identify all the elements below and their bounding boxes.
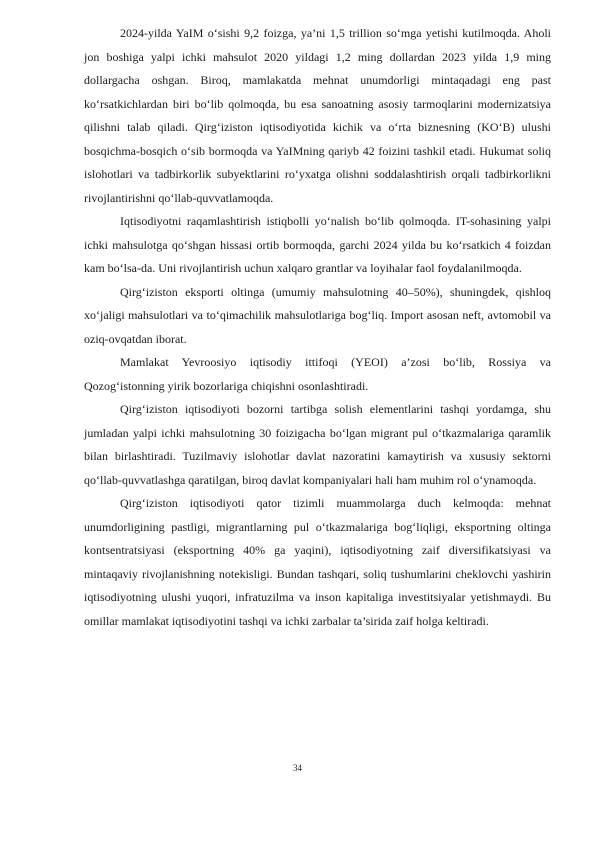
paragraph-eaeu-membership: Mamlakat Yevroosiyo iqtisodiy ittifoqi (YEOI) a’zosi bo‘lib, Rossiya va Qozog‘istonning yirik bozorlariga chiqishni osonlashtiradi.: [84, 355, 551, 393]
paragraph-digitalization: Iqtisodiyotni raqamlashtirish istiqbolli yo‘nalish bo‘lib qolmoqda. IT-sohasining yalpi ichki mahsulotga qo‘shgan hissasi ortib bormoqda, garchi 2024 yilda bu ko‘rsatkich 4 foizdan kam bo‘lsa-da. Uni rivojlantirish uchun xalqaro grantlar va loyihalar faol foydalanilmoqda.: [84, 214, 551, 275]
paragraph-exports: Qirg‘iziston eksporti oltinga (umumiy mahsulotning 40–50%), shuningdek, qishloq xo‘jaligi mahsulotlari va to‘qimachilik mahsulotlariga bog‘liq. Import asosan neft, avtomobil va oziq-ovqatdan iborat.: [84, 284, 551, 346]
paragraph-gdp-growth: 2024-yilda YaIM o‘sishi 9,2 foizga, ya’ni 1,5 trillion so‘mga yetishi kutilmoqda. Aholi jon boshiga yalpi ichki mahsulot 2020 yildagi 1,2 ming dollardan 2023 yilda 1,9 ming dollargacha oshgan. Biroq, mamlakatda mehnat unumdorligi mintaqadagi eng past ko‘rsatkichlardan biri bo‘lib qolmoqda, bu esa sanoatning asosiy tarmoqlarini modernizatsiya qilishni talab qiladi. Qirg‘iziston iqtisodiyotida kichik va o‘rta biznesning (KO‘B) ulushi bosqichma-bosqich o‘sib bormoqda va YaIMning qariyb 42 foizini tashkil etadi. Hukumat soliq islohotlari va tadbirkorlik subyektlarini ro‘yxatga olishni soddalashtirish orqali tadbirkorlikni rivojlantirishni qo‘llab-quvvatlamoqda.: [84, 26, 551, 205]
document-page: [84, 22, 551, 633]
paragraph-systemic-problems: Qirg‘iziston iqtisodiyoti qator tizimli muammolarga duch kelmoqda: mehnat unumdorligining pastligi, migrantlarning pul o‘tkazmalariga bog‘liqligi, eksportning oltinga kontsentratsiyasi (eksportning 40% ga yaqini), iqtisodiyotning zaif diversifikatsiyasi va mintaqaviy rivojlanishning notekisligi. Bundan tashqari, soliq tushumlarini cheklovchi yashirin iqtisodiyotning ulushi yuqori, infratuzilma va inson kapitaliga investitsiyalar yetishmaydi. Bu omillar mamlakat iqtisodiyotini tashqi va ichki zarbalar ta’sirida zaif holga keltiradi.: [84, 496, 551, 628]
paragraph-market-regulation: Qirg‘iziston iqtisodiyoti bozorni tartibga solish elementlarini tashqi yordamga, shu jumladan yalpi ichki mahsulotning 30 foizigacha bo‘lgan migrant pul o‘tkazmalariga qaramlik bilan birlashtiradi. Tuzilmaviy islohotlar davlat nazoratini kamaytirish va xususiy sektorni qo‘llab-quvvatlashga qaratilgan, biroq davlat kompaniyalari hali ham muhim rol o‘ynamoqda.: [84, 402, 551, 487]
page-number: 34: [293, 763, 302, 773]
